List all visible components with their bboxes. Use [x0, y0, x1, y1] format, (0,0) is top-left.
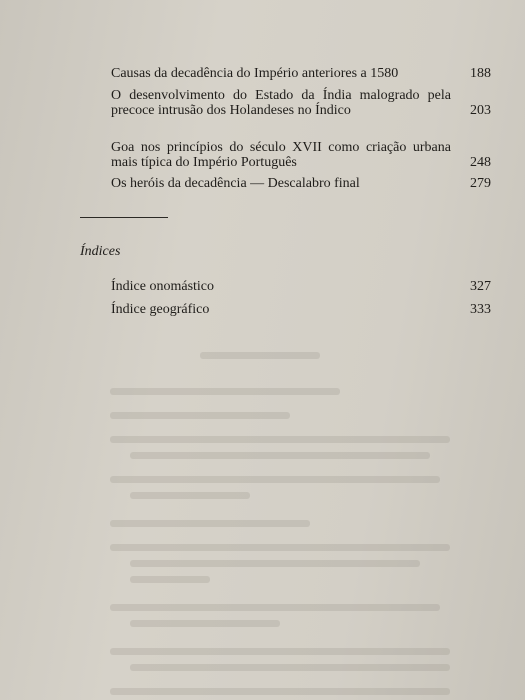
toc-entry — [111, 66, 491, 81]
indices-heading: Índices — [80, 244, 121, 259]
toc-entry-page: 279 — [470, 176, 491, 191]
index-entry-title: Índice geográfico — [111, 302, 210, 317]
toc-entry-title: Causas da decadência do Império anteriores a 1580 — [111, 66, 399, 81]
index-entry-page: 333 — [470, 302, 491, 317]
toc-entry-title: Goa nos princípios do século XVII como criação urbana mais típica do Império Português — [111, 140, 451, 170]
toc-entry-title: Os heróis da decadência — Descalabro final — [111, 176, 360, 191]
toc-entry-page: 248 — [470, 155, 491, 170]
toc-entry — [111, 88, 491, 118]
toc-entry — [111, 140, 491, 170]
show-through-text — [20, 330, 505, 700]
section-divider — [80, 217, 168, 218]
index-entry — [111, 302, 491, 318]
toc-entry — [111, 176, 491, 191]
index-entry-title: Índice onomástico — [111, 279, 215, 294]
index-entry-page: 327 — [470, 279, 491, 294]
toc-entry-page: 203 — [470, 103, 491, 118]
toc-entry-page: 188 — [470, 66, 491, 81]
toc-entry-title: O desenvolvimento do Estado da Índia malogrado pela precoce intrusão dos Holandeses no Índico — [111, 88, 451, 118]
index-entry — [111, 279, 491, 295]
